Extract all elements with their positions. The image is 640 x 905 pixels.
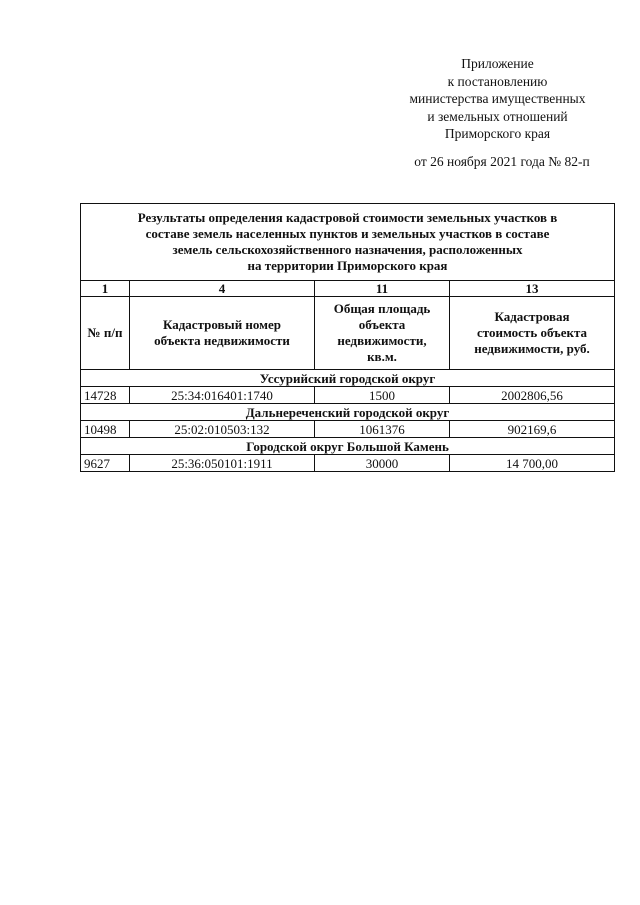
header-line: стоимость объекта [477, 325, 588, 340]
appendix-line: министерства имущественных [409, 91, 586, 106]
appendix-line: и земельных отношений [427, 108, 568, 124]
header-line: недвижимости, руб. [474, 341, 590, 356]
table-title-line: составе земель населенных пунктов и земельных участков в составе [145, 226, 550, 241]
table-row [81, 455, 615, 472]
column-number: 1 [81, 281, 130, 297]
group-row [81, 438, 615, 455]
area-value: 1061376 [315, 421, 450, 438]
group-row [81, 370, 615, 387]
group-name: Городской округ Большой Камень [81, 438, 615, 455]
appendix-line: Приложение [461, 56, 534, 71]
cadastral-value: 2002806,56 [450, 387, 615, 404]
cadastral-number: 25:36:050101:1911 [130, 455, 315, 472]
row-number: 10498 [81, 421, 130, 438]
group-row [81, 404, 615, 421]
area-value: 30000 [315, 455, 450, 472]
header-line: кв.м. [367, 349, 397, 364]
row-number: 14728 [81, 387, 130, 404]
appendix-line: к постановлению [447, 73, 548, 89]
cadastral-value: 902169,6 [450, 421, 615, 438]
header-line: Кадастровый номер [162, 317, 282, 332]
cadastral-number: 25:02:010503:132 [130, 421, 315, 438]
appendix-block [390, 55, 605, 143]
table-title-line: на территории Приморского края [247, 258, 448, 273]
group-name: Дальнереченский городской округ [81, 404, 615, 421]
column-number: 13 [450, 281, 615, 297]
table-row [81, 387, 615, 404]
table-title-line: земель сельскохозяйственного назначения, расположенных [172, 242, 523, 257]
header-line: Общая площадь [333, 301, 431, 316]
header-area [315, 297, 450, 370]
header-line: объекта [358, 317, 406, 332]
header-line: № п/п [87, 325, 123, 340]
cadastral-results-table [80, 203, 615, 472]
header-line: Кадастровая [494, 309, 570, 324]
table-row [81, 421, 615, 438]
table-title [81, 204, 615, 281]
group-name: Уссурийский городской округ [81, 370, 615, 387]
header-line: недвижимости, [337, 333, 427, 348]
table-title-line: Результаты определения кадастровой стоимости земельных участков в [137, 210, 558, 225]
cadastral-value: 14 700,00 [450, 455, 615, 472]
decree-date-number: от 26 ноября 2021 года № 82-п [414, 154, 590, 169]
appendix-line: Приморского края [444, 126, 551, 141]
header-cadastral [130, 297, 315, 370]
cadastral-number: 25:34:016401:1740 [130, 387, 315, 404]
column-number: 4 [130, 281, 315, 297]
header-value [450, 297, 615, 370]
area-value: 1500 [315, 387, 450, 404]
row-number: 9627 [81, 455, 130, 472]
column-number-row [81, 281, 615, 297]
header-line: объекта недвижимости [154, 333, 290, 348]
header-row [81, 297, 615, 370]
column-number: 11 [315, 281, 450, 297]
header-num [81, 297, 130, 370]
